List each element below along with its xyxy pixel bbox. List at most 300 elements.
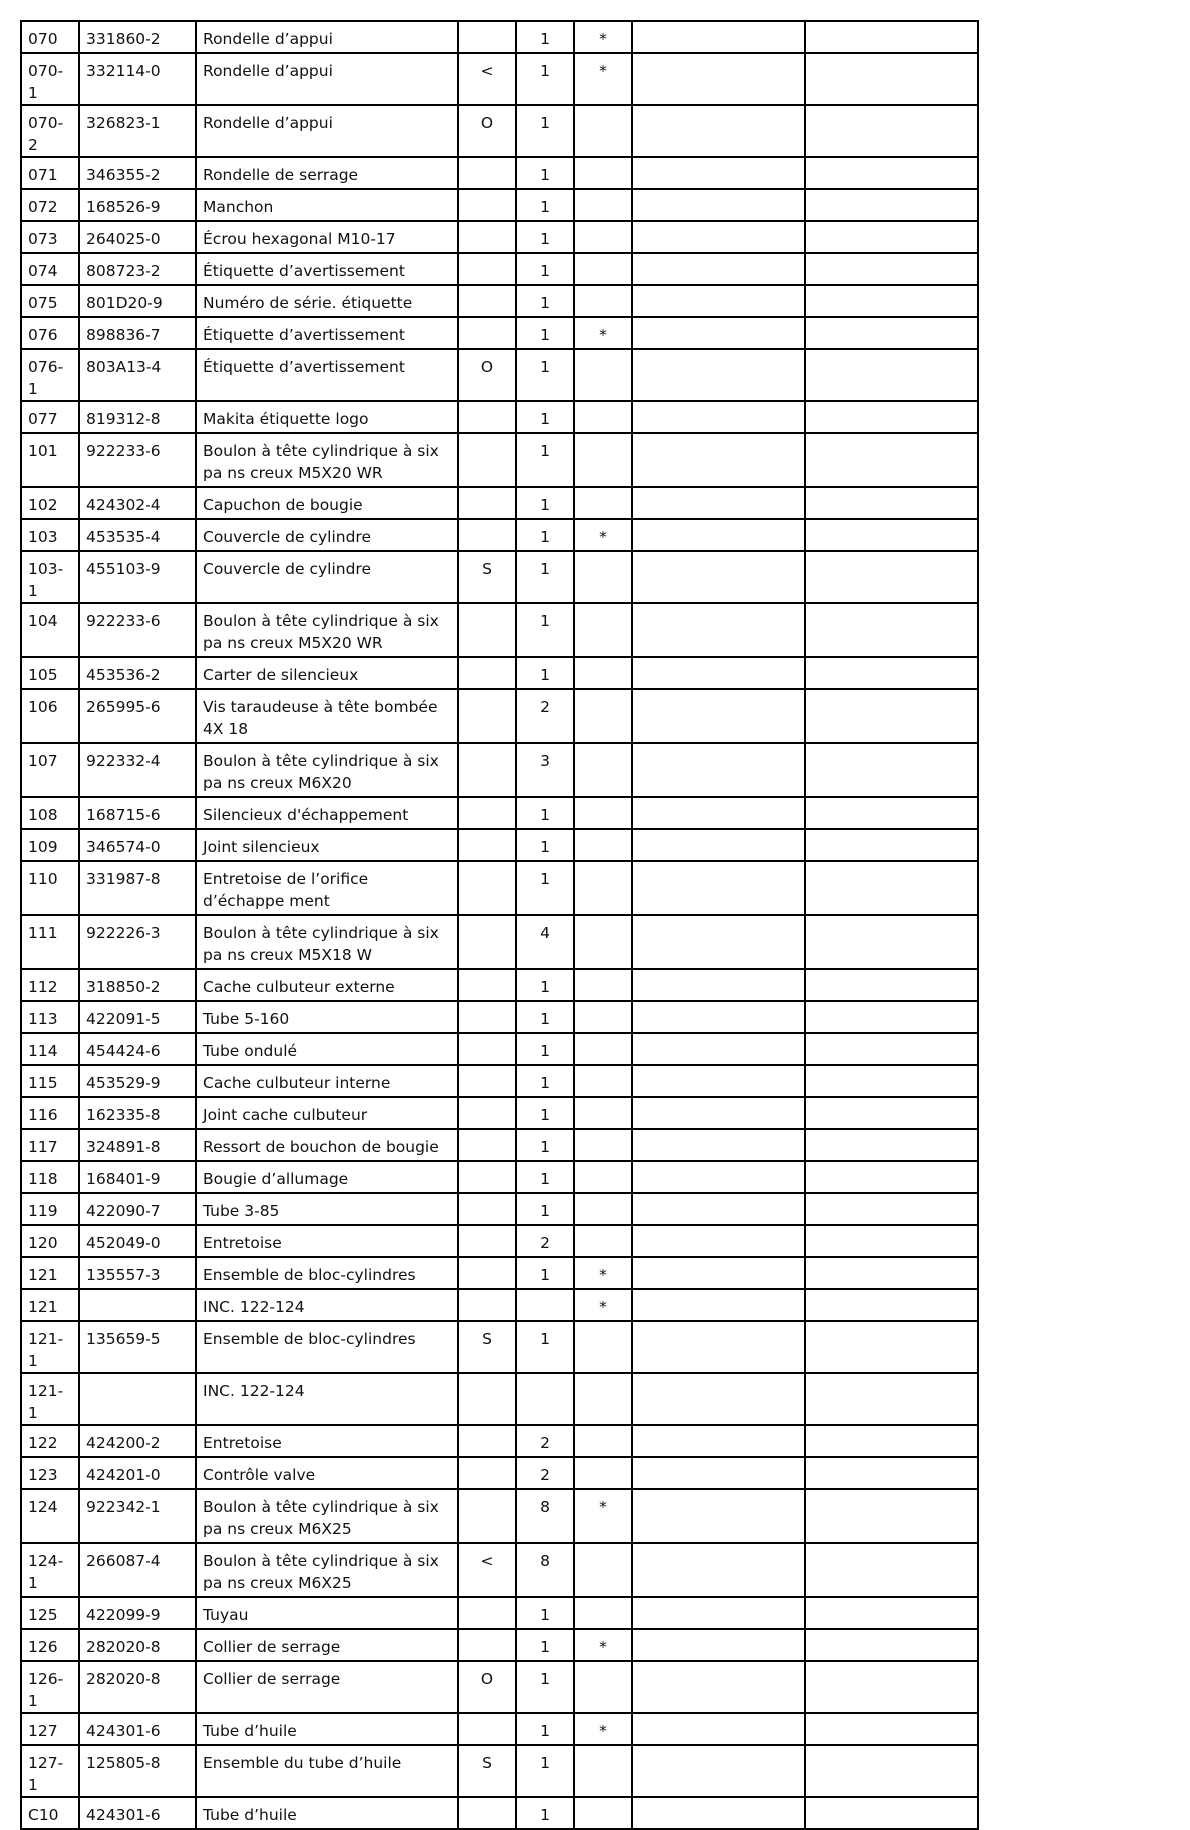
description-cell: Couvercle de cylindre [196,519,458,551]
description-cell: Entretoise de l’orifice d’échappe ment [196,861,458,915]
extra-cell-2 [805,349,978,401]
extra-cell-2 [805,1161,978,1193]
marker-cell [458,797,516,829]
description-cell: Rondelle d’appui [196,53,458,105]
item-number-cell: 113 [21,1001,79,1033]
table-row [21,1713,978,1745]
marker-cell: < [458,53,516,105]
extra-cell-1 [632,157,805,189]
quantity-cell: 1 [516,603,574,657]
note-cell [574,157,632,189]
table-row [21,1373,978,1425]
note-cell: * [574,21,632,53]
extra-cell-1 [632,1065,805,1097]
quantity-cell: 1 [516,1257,574,1289]
description-cell: Couvercle de cylindre [196,551,458,603]
quantity-cell: 1 [516,21,574,53]
marker-cell [458,861,516,915]
table-row [21,797,978,829]
table-row [21,349,978,401]
marker-cell [458,1289,516,1321]
item-number-cell: 121-1 [21,1321,79,1373]
note-cell [574,1001,632,1033]
marker-cell: < [458,1543,516,1597]
note-cell [574,285,632,317]
quantity-cell: 1 [516,189,574,221]
note-cell [574,433,632,487]
table-row [21,969,978,1001]
table-row [21,1543,978,1597]
quantity-cell [516,1373,574,1425]
item-number-cell: 121 [21,1289,79,1321]
extra-cell-1 [632,1425,805,1457]
part-number-cell: 125805-8 [79,1745,196,1797]
item-number-cell: 122 [21,1425,79,1457]
table-row [21,657,978,689]
table-row [21,551,978,603]
part-number-cell: 452049-0 [79,1225,196,1257]
extra-cell-2 [805,689,978,743]
quantity-cell: 1 [516,317,574,349]
table-row [21,433,978,487]
note-cell [574,189,632,221]
marker-cell [458,1629,516,1661]
quantity-cell: 1 [516,1661,574,1713]
part-number-cell: 332114-0 [79,53,196,105]
quantity-cell: 1 [516,1629,574,1661]
part-number-cell: 922332-4 [79,743,196,797]
extra-cell-2 [805,1457,978,1489]
description-cell: Cache culbuteur interne [196,1065,458,1097]
part-number-cell: 808723-2 [79,253,196,285]
description-cell: Tube ondulé [196,1033,458,1065]
note-cell [574,401,632,433]
description-cell: Numéro de série. étiquette [196,285,458,317]
quantity-cell: 3 [516,743,574,797]
description-cell: Silencieux d'échappement [196,797,458,829]
description-cell: Ensemble du tube d’huile [196,1745,458,1797]
note-cell: * [574,519,632,551]
description-cell: Cache culbuteur externe [196,969,458,1001]
table-row [21,21,978,53]
marker-cell [458,1097,516,1129]
marker-cell [458,1489,516,1543]
part-number-cell: 922233-6 [79,603,196,657]
item-number-cell: 111 [21,915,79,969]
extra-cell-1 [632,1193,805,1225]
extra-cell-1 [632,1321,805,1373]
part-number-cell: 266087-4 [79,1543,196,1597]
part-number-cell: 282020-8 [79,1661,196,1713]
item-number-cell: 075 [21,285,79,317]
part-number-cell: 135557-3 [79,1257,196,1289]
quantity-cell: 1 [516,969,574,1001]
part-number-cell: 803A13-4 [79,349,196,401]
quantity-cell: 8 [516,1543,574,1597]
quantity-cell: 1 [516,829,574,861]
quantity-cell: 8 [516,1489,574,1543]
part-number-cell: 422099-9 [79,1597,196,1629]
item-number-cell: 115 [21,1065,79,1097]
part-number-cell: 282020-8 [79,1629,196,1661]
description-cell: Rondelle d’appui [196,21,458,53]
description-cell: Étiquette d’avertissement [196,317,458,349]
description-cell: Ensemble de bloc-cylindres [196,1257,458,1289]
extra-cell-1 [632,1225,805,1257]
extra-cell-2 [805,1321,978,1373]
quantity-cell: 2 [516,1425,574,1457]
description-cell: Boulon à tête cylindrique à six pa ns creux M5X20 WR [196,603,458,657]
table-row [21,1225,978,1257]
item-number-cell: 127 [21,1713,79,1745]
description-cell: Collier de serrage [196,1629,458,1661]
extra-cell-1 [632,285,805,317]
quantity-cell: 1 [516,1597,574,1629]
item-number-cell: 107 [21,743,79,797]
extra-cell-1 [632,1597,805,1629]
extra-cell-2 [805,743,978,797]
item-number-cell: 106 [21,689,79,743]
part-number-cell: 453536-2 [79,657,196,689]
quantity-cell: 1 [516,1321,574,1373]
extra-cell-2 [805,1373,978,1425]
table-row [21,603,978,657]
extra-cell-1 [632,221,805,253]
extra-cell-2 [805,1065,978,1097]
quantity-cell: 1 [516,53,574,105]
note-cell [574,1321,632,1373]
quantity-cell: 1 [516,861,574,915]
marker-cell [458,519,516,551]
quantity-cell: 1 [516,797,574,829]
note-cell [574,1129,632,1161]
parts-list-body [21,21,978,1829]
part-number-cell: 168715-6 [79,797,196,829]
marker-cell [458,221,516,253]
extra-cell-2 [805,657,978,689]
item-number-cell: 070-1 [21,53,79,105]
extra-cell-2 [805,21,978,53]
part-number-cell: 168401-9 [79,1161,196,1193]
part-number-cell: 318850-2 [79,969,196,1001]
extra-cell-1 [632,1289,805,1321]
table-row [21,1257,978,1289]
part-number-cell: 819312-8 [79,401,196,433]
description-cell: Ensemble de bloc-cylindres [196,1321,458,1373]
note-cell [574,487,632,519]
extra-cell-1 [632,689,805,743]
quantity-cell: 2 [516,1457,574,1489]
note-cell [574,1193,632,1225]
item-number-cell: 119 [21,1193,79,1225]
quantity-cell: 1 [516,105,574,157]
part-number-cell: 326823-1 [79,105,196,157]
marker-cell [458,1797,516,1829]
part-number-cell: 162335-8 [79,1097,196,1129]
table-row [21,53,978,105]
part-number-cell: 422090-7 [79,1193,196,1225]
part-number-cell [79,1373,196,1425]
table-row [21,221,978,253]
item-number-cell: 108 [21,797,79,829]
extra-cell-2 [805,1713,978,1745]
description-cell: Boulon à tête cylindrique à six pa ns creux M5X18 W [196,915,458,969]
part-number-cell: 424301-6 [79,1713,196,1745]
table-row [21,157,978,189]
quantity-cell [516,1289,574,1321]
part-number-cell: 324891-8 [79,1129,196,1161]
extra-cell-2 [805,1797,978,1829]
note-cell: * [574,1257,632,1289]
extra-cell-2 [805,317,978,349]
part-number-cell: 922226-3 [79,915,196,969]
marker-cell [458,689,516,743]
extra-cell-2 [805,285,978,317]
extra-cell-1 [632,743,805,797]
description-cell: Rondelle d’appui [196,105,458,157]
marker-cell: S [458,551,516,603]
note-cell [574,861,632,915]
description-cell: Joint cache culbuteur [196,1097,458,1129]
part-number-cell: 346355-2 [79,157,196,189]
extra-cell-2 [805,1425,978,1457]
item-number-cell: 110 [21,861,79,915]
table-row [21,1289,978,1321]
extra-cell-2 [805,433,978,487]
table-row [21,253,978,285]
table-row [21,285,978,317]
extra-cell-2 [805,1489,978,1543]
marker-cell [458,1161,516,1193]
description-cell: Étiquette d’avertissement [196,253,458,285]
extra-cell-1 [632,829,805,861]
extra-cell-1 [632,1457,805,1489]
quantity-cell: 4 [516,915,574,969]
note-cell [574,1745,632,1797]
note-cell [574,829,632,861]
extra-cell-2 [805,1257,978,1289]
description-cell: Tuyau [196,1597,458,1629]
extra-cell-2 [805,551,978,603]
description-cell: Capuchon de bougie [196,487,458,519]
description-cell: Écrou hexagonal M10-17 [196,221,458,253]
marker-cell [458,915,516,969]
note-cell: * [574,317,632,349]
item-number-cell: 102 [21,487,79,519]
description-cell: Boulon à tête cylindrique à six pa ns creux M6X20 [196,743,458,797]
extra-cell-2 [805,401,978,433]
item-number-cell: 118 [21,1161,79,1193]
extra-cell-1 [632,1373,805,1425]
extra-cell-1 [632,551,805,603]
item-number-cell: C10 [21,1797,79,1829]
marker-cell [458,829,516,861]
note-cell [574,1457,632,1489]
part-number-cell: 264025-0 [79,221,196,253]
table-row [21,861,978,915]
item-number-cell: 127-1 [21,1745,79,1797]
table-row [21,105,978,157]
quantity-cell: 1 [516,433,574,487]
quantity-cell: 1 [516,1713,574,1745]
item-number-cell: 123 [21,1457,79,1489]
item-number-cell: 070 [21,21,79,53]
extra-cell-2 [805,1629,978,1661]
description-cell: Rondelle de serrage [196,157,458,189]
table-row [21,519,978,551]
table-row [21,1661,978,1713]
item-number-cell: 073 [21,221,79,253]
marker-cell: S [458,1745,516,1797]
item-number-cell: 124-1 [21,1543,79,1597]
note-cell [574,797,632,829]
part-number-cell: 331987-8 [79,861,196,915]
marker-cell: O [458,1661,516,1713]
table-row [21,1321,978,1373]
extra-cell-2 [805,53,978,105]
note-cell [574,1373,632,1425]
description-cell: Bougie d’allumage [196,1161,458,1193]
marker-cell [458,487,516,519]
table-row [21,689,978,743]
marker-cell [458,285,516,317]
extra-cell-2 [805,519,978,551]
note-cell [574,105,632,157]
part-number-cell: 455103-9 [79,551,196,603]
extra-cell-2 [805,189,978,221]
item-number-cell: 103-1 [21,551,79,603]
extra-cell-1 [632,657,805,689]
item-number-cell: 104 [21,603,79,657]
part-number-cell: 331860-2 [79,21,196,53]
note-cell [574,551,632,603]
extra-cell-2 [805,253,978,285]
quantity-cell: 1 [516,519,574,551]
table-row [21,1797,978,1829]
extra-cell-2 [805,157,978,189]
note-cell [574,657,632,689]
note-cell [574,603,632,657]
marker-cell: O [458,349,516,401]
item-number-cell: 116 [21,1097,79,1129]
extra-cell-2 [805,1033,978,1065]
marker-cell [458,1257,516,1289]
marker-cell [458,1193,516,1225]
extra-cell-1 [632,1713,805,1745]
item-number-cell: 126-1 [21,1661,79,1713]
marker-cell [458,1129,516,1161]
extra-cell-2 [805,1661,978,1713]
marker-cell [458,657,516,689]
extra-cell-1 [632,1033,805,1065]
table-row [21,915,978,969]
item-number-cell: 103 [21,519,79,551]
note-cell [574,1097,632,1129]
item-number-cell: 125 [21,1597,79,1629]
quantity-cell: 1 [516,1129,574,1161]
marker-cell [458,401,516,433]
extra-cell-1 [632,519,805,551]
table-row [21,743,978,797]
item-number-cell: 070-2 [21,105,79,157]
note-cell [574,1225,632,1257]
description-cell: Tube d’huile [196,1713,458,1745]
quantity-cell: 2 [516,689,574,743]
table-row [21,1001,978,1033]
marker-cell: S [458,1321,516,1373]
extra-cell-1 [632,1661,805,1713]
description-cell: Carter de silencieux [196,657,458,689]
marker-cell: O [458,105,516,157]
part-number-cell: 424302-4 [79,487,196,519]
extra-cell-1 [632,253,805,285]
part-number-cell: 801D20-9 [79,285,196,317]
extra-cell-2 [805,1129,978,1161]
note-cell [574,1065,632,1097]
part-number-cell: 424200-2 [79,1425,196,1457]
note-cell [574,1797,632,1829]
extra-cell-2 [805,797,978,829]
description-cell: Ressort de bouchon de bougie [196,1129,458,1161]
table-row [21,317,978,349]
quantity-cell: 1 [516,657,574,689]
note-cell [574,689,632,743]
quantity-cell: 1 [516,285,574,317]
note-cell: * [574,53,632,105]
description-cell: Contrôle valve [196,1457,458,1489]
table-row [21,829,978,861]
part-number-cell: 922342-1 [79,1489,196,1543]
item-number-cell: 112 [21,969,79,1001]
marker-cell [458,1457,516,1489]
marker-cell [458,1033,516,1065]
extra-cell-1 [632,21,805,53]
note-cell [574,1543,632,1597]
extra-cell-1 [632,797,805,829]
item-number-cell: 121-1 [21,1373,79,1425]
extra-cell-2 [805,829,978,861]
extra-cell-1 [632,861,805,915]
part-number-cell: 422091-5 [79,1001,196,1033]
note-cell: * [574,1713,632,1745]
note-cell [574,743,632,797]
marker-cell [458,21,516,53]
part-number-cell: 424301-6 [79,1797,196,1829]
extra-cell-2 [805,861,978,915]
extra-cell-1 [632,1257,805,1289]
description-cell: Collier de serrage [196,1661,458,1713]
marker-cell [458,603,516,657]
table-row [21,401,978,433]
item-number-cell: 074 [21,253,79,285]
quantity-cell: 1 [516,349,574,401]
description-cell: INC. 122-124 [196,1289,458,1321]
marker-cell [458,189,516,221]
note-cell [574,1661,632,1713]
part-number-cell: 922233-6 [79,433,196,487]
quantity-cell: 1 [516,221,574,253]
extra-cell-2 [805,915,978,969]
extra-cell-2 [805,1097,978,1129]
quantity-cell: 1 [516,1001,574,1033]
marker-cell [458,157,516,189]
item-number-cell: 101 [21,433,79,487]
item-number-cell: 077 [21,401,79,433]
item-number-cell: 114 [21,1033,79,1065]
quantity-cell: 1 [516,1033,574,1065]
note-cell: * [574,1629,632,1661]
part-number-cell: 454424-6 [79,1033,196,1065]
